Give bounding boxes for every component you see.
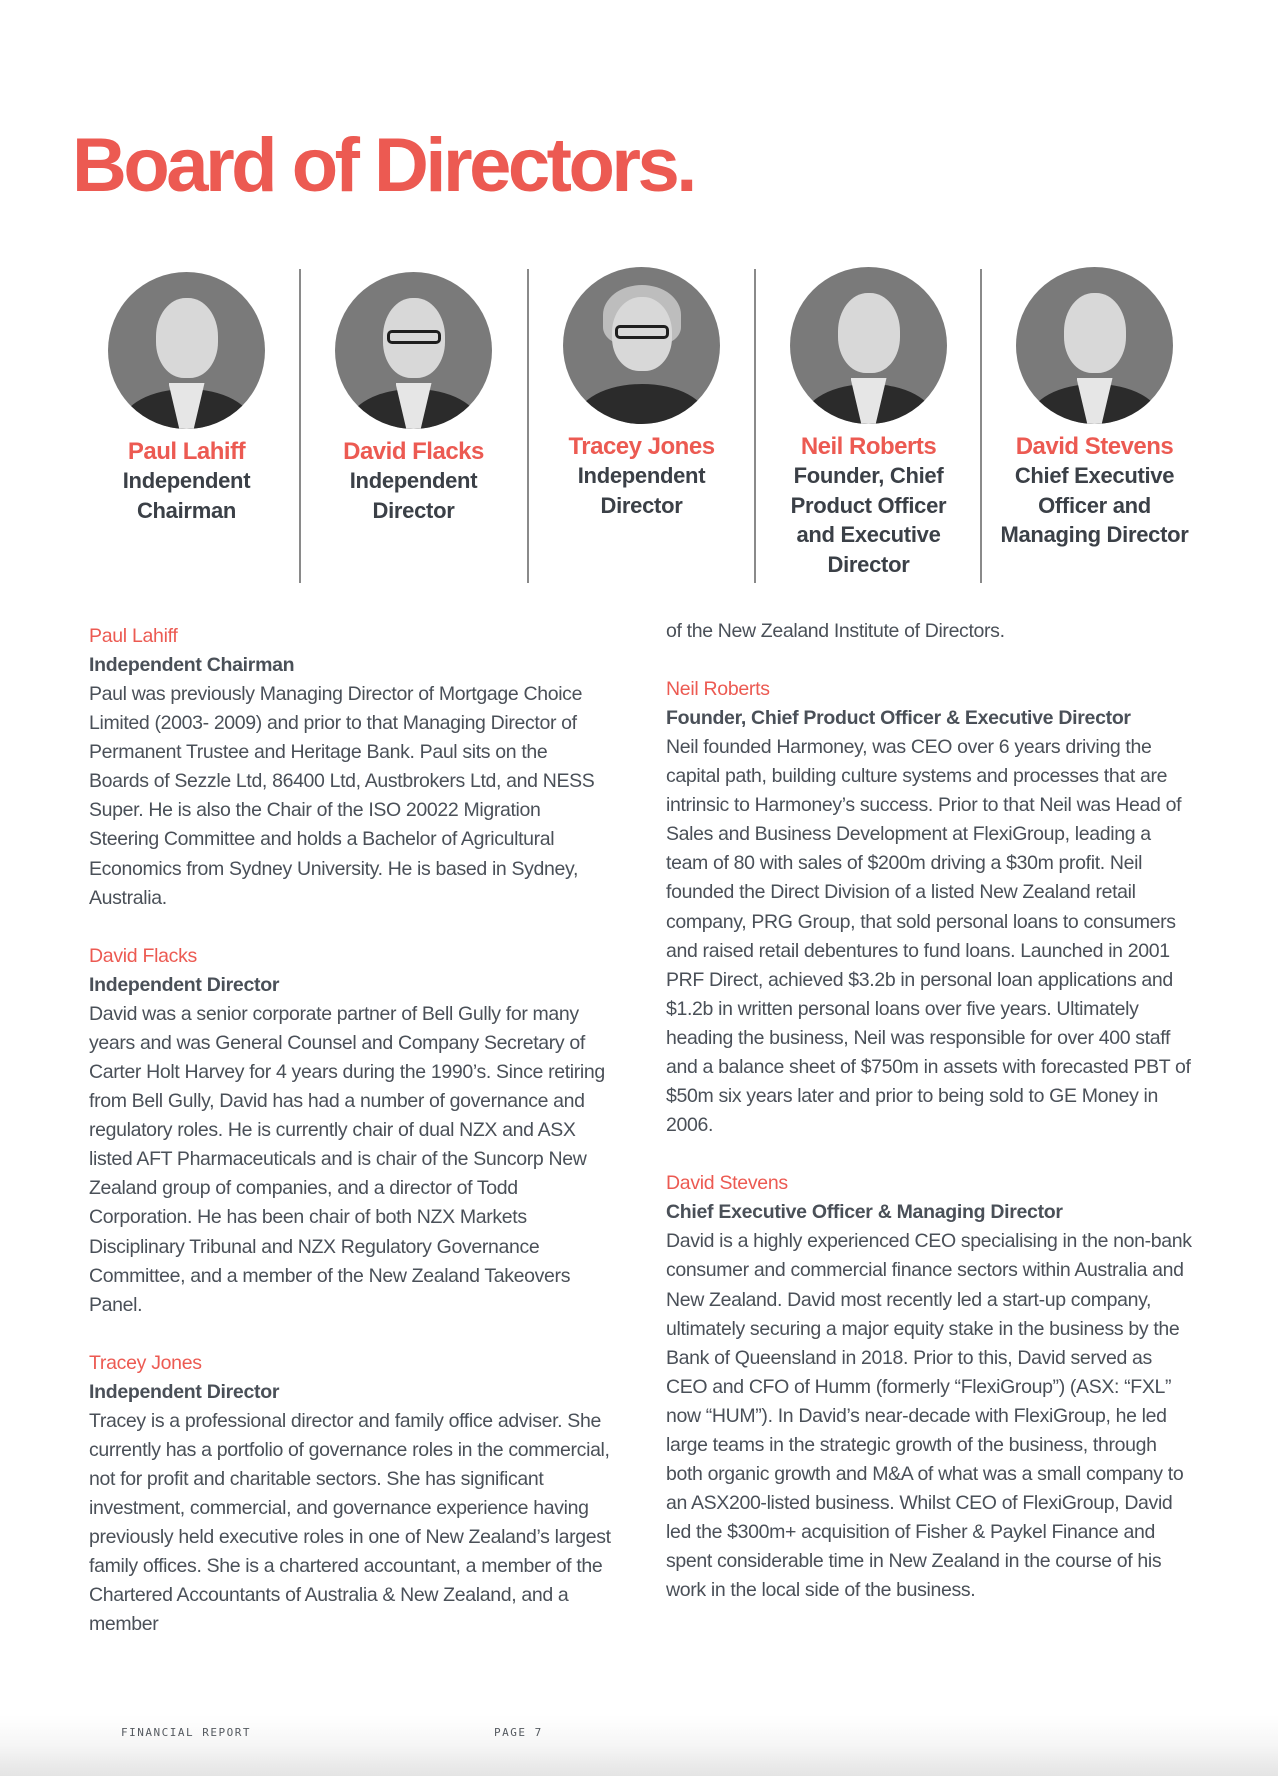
bio-role: Independent Director <box>89 1380 280 1403</box>
profile-card-tracey-jones <box>528 264 755 578</box>
portrait-icon <box>108 272 265 429</box>
portrait-icon <box>563 267 720 424</box>
bio-column-right <box>666 617 1206 1635</box>
footer-report-label: FINANCIAL REPORT <box>121 1726 251 1739</box>
profile-card-neil-roberts <box>755 264 982 578</box>
bio-text: David was a senior corporate partner of Bell Gully for many years and was General Counsel and Company Secretary of Carter Holt Harvey for 4 years during the 1990’s. Since retiring from Bell Gully, David has had a number of governance and regulatory roles. He is currently chair of dual NZX and ASX listed AFT Pharmaceuticals and is chair of the Suncorp New Zealand group of companies, and a director of Todd Corporation. He has been chair of both NZX Markets Disciplinary Tribunal and NZX Regulatory Governance Committee, and a member of the New Zealand Takeovers Panel. <box>89 1002 605 1316</box>
portrait-icon <box>1016 267 1173 424</box>
portrait-icon <box>790 267 947 424</box>
bio-text-continuation: of the New Zealand Institute of Directors. <box>666 620 1005 642</box>
profile-name: Neil Roberts <box>800 433 937 460</box>
profile-role-line: Independent <box>122 468 251 493</box>
portrait-icon <box>335 272 492 429</box>
profile-role-line: Independent <box>349 468 478 493</box>
profile-role-line: Director <box>600 492 683 518</box>
profile-name: David Stevens <box>1015 433 1174 460</box>
bio-david-flacks <box>89 942 629 1320</box>
bio-role: Independent Director <box>89 973 280 996</box>
profile-name: Tracey Jones <box>568 433 715 460</box>
bio-name: David Flacks <box>89 944 198 967</box>
bio-role: Founder, Chief Product Officer & Executive Director <box>666 707 1131 729</box>
bio-column-left <box>89 622 629 1669</box>
profile-role-line: Officer and <box>1038 492 1151 518</box>
profile-role-line: Chief Executive <box>1014 463 1175 488</box>
profile-name: David Flacks <box>343 438 484 465</box>
profile-role-line: Managing Director <box>1000 522 1189 547</box>
footer-page-number: PAGE 7 <box>494 1726 543 1739</box>
profile-card-david-flacks <box>300 269 527 583</box>
bio-paul-lahiff <box>89 622 629 913</box>
profile-role-line: Director <box>372 497 455 523</box>
profile-role-line: and Executive <box>796 522 941 547</box>
profile-role-line: Independent <box>577 463 706 488</box>
profile-role-line: Founder, Chief <box>793 463 944 488</box>
bio-name: David Stevens <box>666 1172 788 1195</box>
bio-role: Independent Chairman <box>89 654 295 676</box>
profile-role-line: Director <box>827 551 910 577</box>
profile-role-line: Chairman <box>136 497 237 523</box>
bio-david-stevens <box>666 1169 1206 1605</box>
bio-name: Tracey Jones <box>89 1351 202 1374</box>
bio-text: Paul was previously Managing Director of Mortgage Choice Limited (2003- 2009) and prior to that Managing Director of Permanent Trustee and Heritage Bank. Paul sits on the Boards of Sezzle Ltd, 86400 Ltd, Austbrokers Ltd, and NESS Super. He is also the Chair of the ISO 20022 Migration Steering Committee and holds a Bachelor of Agricultural Economics from Sydney University. He is based in Sydney, Australia. <box>89 683 595 909</box>
profile-card-paul-lahiff <box>73 269 300 583</box>
bio-name: Neil Roberts <box>666 678 770 700</box>
bio-neil-roberts <box>666 675 1206 1140</box>
profile-card-david-stevens <box>981 264 1208 578</box>
bio-role: Chief Executive Officer & Managing Director <box>666 1201 1063 1224</box>
profile-name: Paul Lahiff <box>127 438 246 465</box>
bio-text: David is a highly experienced CEO specialising in the non-bank consumer and commercial finance sectors within Australia and New Zealand. David most recently led a start-up company, ultimately securing a major equity stake in the business by the Bank of Queensland in 2018. Prior to this, David served as CEO and CFO of Humm (formerly “FlexiGroup”) (ASX: “FXL” now “HUM”). In David’s near-decade with FlexiGroup, he led large teams in the strategic growth of the business, through both organic growth and M&A of what was a small company to an ASX200-listed business. Whilst CEO of FlexiGroup, David led the $300m+ acquisition of Fisher & Paykel Finance and spent considerable time in New Zealand in the course of his work in the local side of the business. <box>666 1230 1192 1602</box>
bio-name: Paul Lahiff <box>89 625 178 647</box>
profile-role-line: Product Officer <box>790 492 947 518</box>
bio-tracey-jones <box>89 1349 629 1640</box>
page-title: Board of Directors. <box>72 123 694 208</box>
bio-text: Tracey is a professional director and family office adviser. She currently has a portfolio of governance roles in the commercial, not for profit and charitable sectors. She has significant investment, commercial, and governance experience having previously held executive roles in one of New Zealand’s largest family offices. She is a chartered accountant, a member of the Chartered Accountants of Australia & New Zealand, and a member <box>89 1409 611 1636</box>
bio-text: Neil founded Harmoney, was CEO over 6 years driving the capital path, building culture systems and processes that are intrinsic to Harmoney’s success. Prior to that Neil was Head of Sales and Business Development at FlexiGroup, leading a team of 80 with sales of $200m driving a $30m profit. Neil founded the Direct Division of a listed New Zealand retail company, PRG Group, that sold personal loans to consumers and raised retail debentures to fund loans. Launched in 2001 PRF Direct, achieved $3.2b in personal loan applications and $1.2b in written personal loans over five years. Ultimately heading the business, Neil was responsible for over 400 staff and a balance sheet of $750m in assets with forecasted PBT of $50m six years later and prior to being sold to GE Money in 2006. <box>666 736 1191 1137</box>
